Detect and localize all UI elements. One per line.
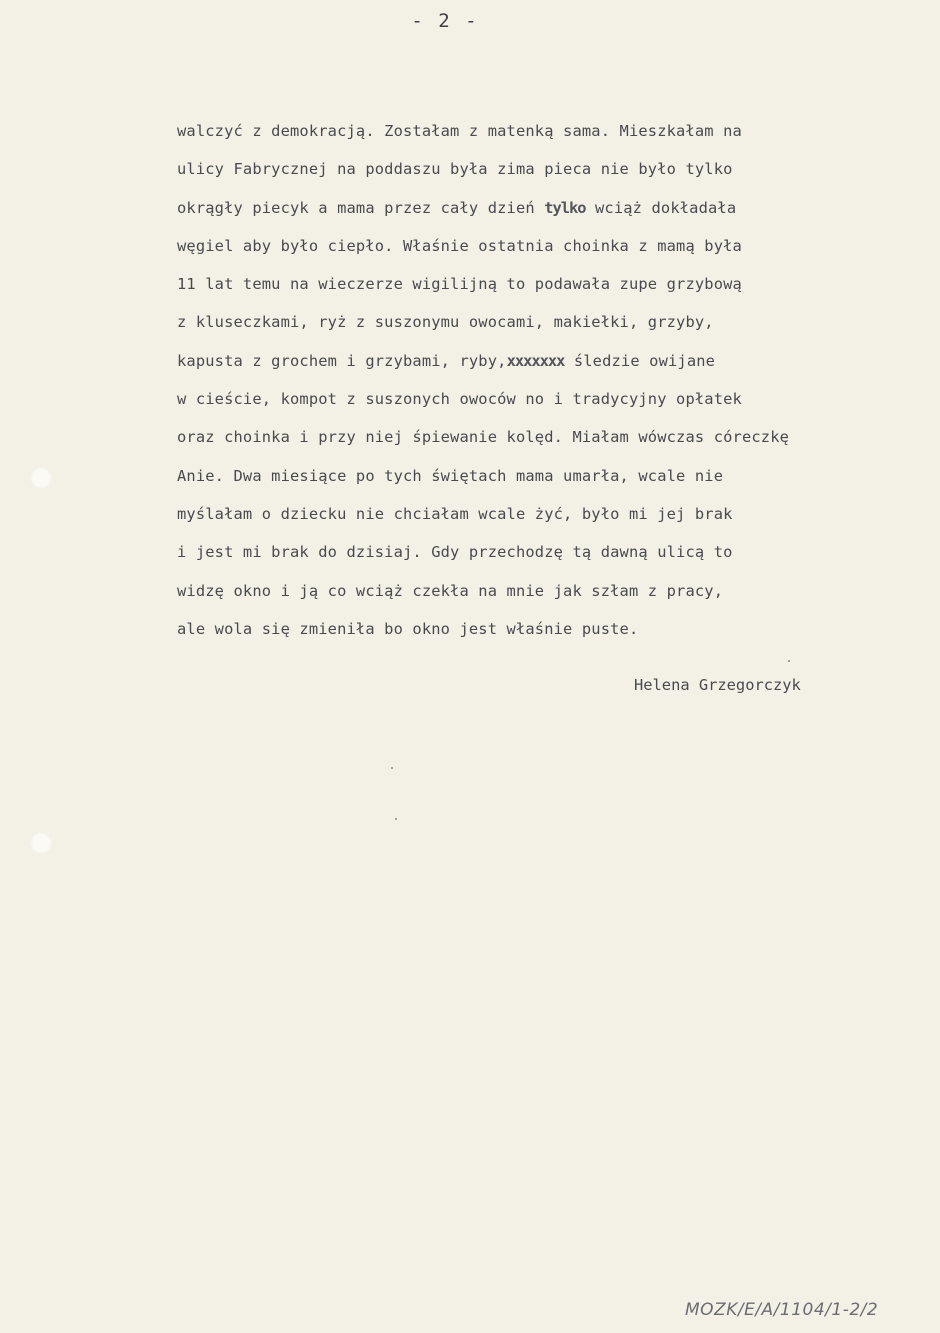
letter-body [177,112,937,648]
text-line: ale wola się zmieniła bo okno jest właśnie puste. [177,619,639,638]
struck-out-word: xxxxxxx [506,351,565,370]
text-line: kapusta z grochem i grzybami, ryby,xxxxxxx śledzie owijane [177,351,716,370]
ink-speck [788,660,790,662]
punch-hole-top [30,467,52,489]
text-line: oraz choinka i przy niej śpiewanie kolęd. Miałam wówczas córeczkę [177,428,790,447]
archive-reference-mark: MOZK/E/A/1104/1-2/2 [685,1300,879,1320]
ink-speck [395,818,397,820]
text-line: okrągły piecyk a mama przez cały dzień tylko wciąż dokładała [177,198,737,217]
text-line: węgiel aby było ciepło. Właśnie ostatnia choinka z mamą była [177,236,742,255]
text-line: myślałam o dziecku nie chciałam wcale żyć, było mi jej brak [177,504,733,523]
text-line: z kluseczkami, ryż z suszonymu owocami, makiełki, grzyby, [177,313,714,332]
ink-speck [391,767,393,769]
text-line: w cieście, kompot z suszonych owoców no i tradycyjny opłatek [177,390,742,409]
page-number: - 2 - [411,10,479,32]
struck-out-word: tylko [544,198,586,217]
text-line: widzę okno i ją co wciąż czekła na mnie jak szłam z pracy, [177,581,724,600]
text-line: i jest mi brak do dzisiaj. Gdy przechodzę tą dawną ulicą to [177,543,733,562]
punch-hole-bottom [30,832,52,854]
text-line: 11 lat temu na wieczerze wigilijną to podawała zupe grzybową [177,275,742,294]
text-line: walczyć z demokracją. Zostałam z matenką sama. Mieszkałam na [177,122,742,140]
text-line: ulicy Fabrycznej na poddaszu była zima pieca nie było tylko [177,160,733,179]
text-line: Anie. Dwa miesiące po tych świętach mama umarła, wcale nie [177,466,724,485]
signature: Helena Grzegorczyk [634,676,801,694]
